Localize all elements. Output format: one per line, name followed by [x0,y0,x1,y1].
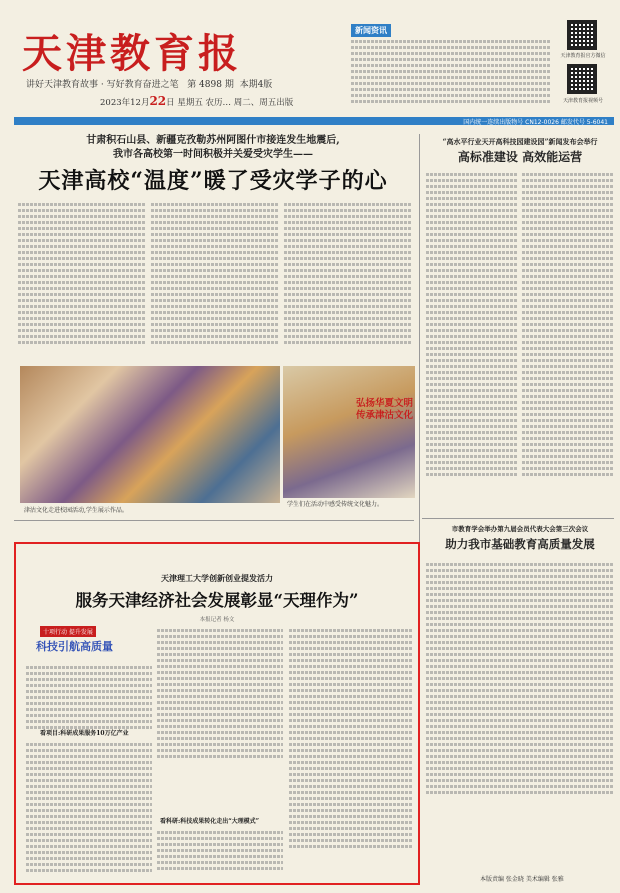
highlighted-body-col-1 [26,663,152,732]
publication-bar: 国内统一连续出版物号 CN12-0026 邮发代号 5-6041 [14,117,614,125]
lead-kicker: 甘肃积石山县、新疆克孜勒苏州阿图什市接连发生地震后, 我市各高校第一时间积极并关爱受灾学生—— [86,135,340,160]
highlighted-kicker: 天津理工大学创新创业提发活力 [161,573,273,583]
right-box-headline: 助力我市基础教育高质量发展 [445,537,595,551]
right-kicker: “高水平行业天开高科技园建设园”新闻发布会举行 [442,137,598,146]
photo-caption-right: 学生们在活动中感受传统文化魅力。 [287,501,384,508]
photo-overlay-title: 弘扬华夏文明 传承津沽文化 [356,398,414,421]
highlighted-byline: 本报记者 杨文 [199,617,235,623]
right-body-col-2 [522,170,614,479]
right-box-kicker: 市教育学会举办第九届会员代表大会第三次会议 [451,525,589,533]
issue-number: 第 4898 期 [187,80,234,90]
masthead-slogan: 讲好天津教育故事 · 写好教育奋进之笔 第 4898 期 本期4版 [26,80,273,90]
lead-body-col-2 [151,200,279,347]
qr-caption-left: 天津教育报官方微信 [560,53,606,59]
right-body-col-1 [426,170,518,479]
qr-caption-right: 天津教育报视频号 [562,98,603,104]
date-day: 22 [149,94,167,108]
news-brief-box [351,18,551,113]
highlighted-body-col-1b [26,740,152,875]
news-brief-title: 新闻资讯 [351,24,391,37]
news-photo [20,366,280,503]
masthead [14,14,614,114]
dateline: 2023年12月22日 星期五 农历… 周二、周五出版 [100,94,294,108]
highlighted-body-col-2 [157,626,283,761]
news-brief-text [351,40,551,103]
subhead-2: 看科研:科技成果转化走出“大理模式” [160,818,260,825]
lead-body-col-1 [18,200,146,347]
subhead-1: 看项目:科研成果服务10万亿产业 [40,730,129,737]
highlighted-body-col-2b [157,828,283,873]
newspaper-logo: 天津教育报 [22,30,242,77]
edition-count: 本期4版 [239,80,273,90]
qr-code-icon [567,64,597,94]
right-headline: 高标准建设 高效能运营 [457,150,583,164]
lead-headline: 天津高校“温度”暖了受灾学子的心 [38,168,388,194]
lead-body-col-3 [284,200,412,347]
news-photo-inset [283,366,415,498]
photo-caption-left: 津沽文化走进校园活动,学生展示作品。 [24,507,128,514]
highlighted-body-col-3 [289,626,413,851]
right-box-body [426,560,614,797]
campaign-badge: 十项行动 提升发展 科技引航高质量 [34,624,124,660]
divider [14,520,414,521]
qr-code-icon [567,20,597,50]
divider [422,518,614,519]
page-editor-sign: 本版责编 张金晓 美术编辑 张雅 [480,876,564,883]
highlighted-headline: 服务天津经济社会发展彰显“天理作为” [75,591,359,610]
